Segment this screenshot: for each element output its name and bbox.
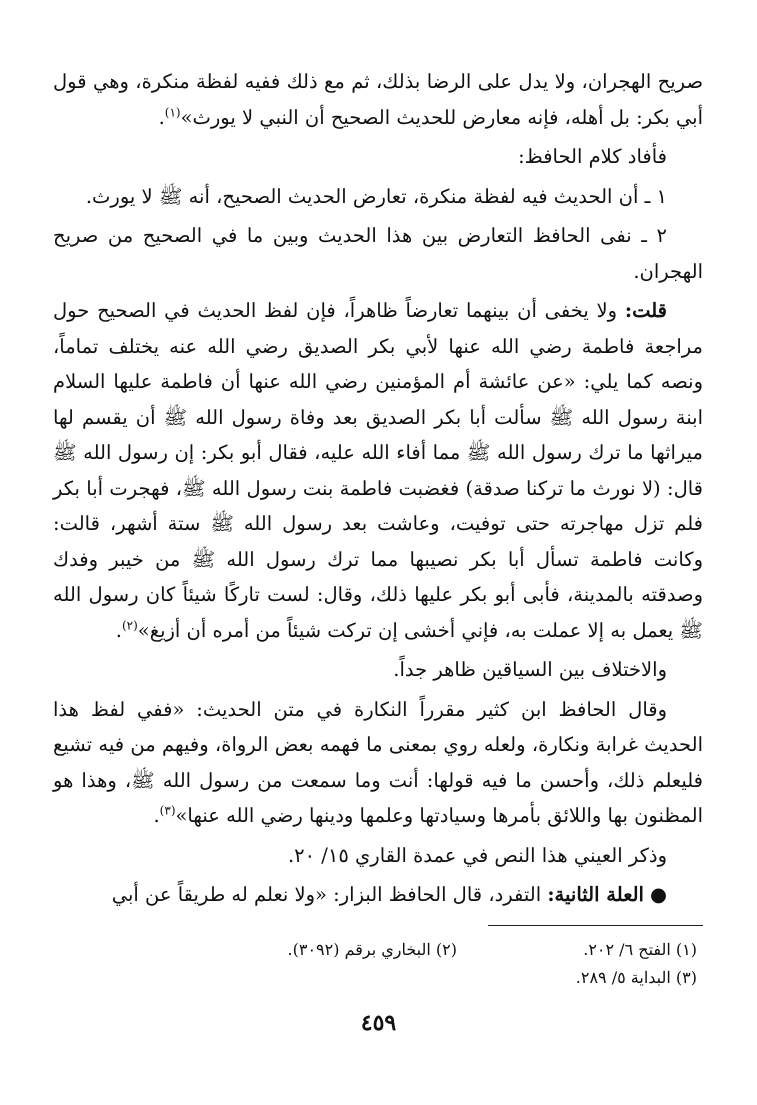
page-body	[53, 64, 703, 917]
page-number: ٤٥٩	[360, 1010, 397, 1036]
ibn-kathir-text: وقال الحافظ ابن كثير مقرراً النكارة في متن الحديث: «ففي لفظ هذا الحديث غرابة ونكارة، ولعله روي بمعنى ما فهمه بعض الرواة، وفيهم من فيه تشيع فليعلم ذلك، وأحسن ما فيه قولها: أنت وما سمعت من رسول الله ﷺ، وهذا هو المظنون بها واللائق بأمرها وسيادتها وعلمها ودينها رضي الله عنها»	[53, 697, 703, 827]
paragraph-2: فأفاد كلام الحافظ:	[518, 145, 667, 168]
footnote-1: (١) الفتح ٦/ ٢٠٢.	[583, 940, 697, 959]
paragraph-1-end: .	[158, 105, 165, 129]
footnote-ref-2[interactable]: (٢)	[121, 618, 138, 632]
ibn-kathir-end: .	[153, 804, 160, 827]
paragraph-aini: وذكر العيني هذا النص في عمدة القاري ١٥/ ٢٠.	[287, 843, 667, 867]
qultu-lead: قلت:	[624, 299, 667, 322]
paragraph-1-text: صريح الهجران، ولا يدل على الرضا بذلك، ثم مع ذلك ففيه لفظة منكرة، وهي قول أبي بكر: بل أهله، فإنه معارض للحديث الصحيح أن النبي لا يورث»	[53, 70, 703, 129]
footnote-2: (٢) البخاري برقم (٣٠٩٢).	[287, 940, 457, 959]
qultu-text: ولا يخفى أن بينهما تعارضاً ظاهراً، فإن لفظ الحديث في الصحيح حول مراجعة فاطمة رضي الله عنها لأبي بكر الصديق رضي الله عنه يختلف تماماً، ونصه كما يلي: «عن عائشة أم المؤمنين رضي الله عنها أن فاطمة عليها السلام ابنة رسول الله ﷺ سألت أبا بكر الصديق بعد وفاة رسول الله ﷺ أن يقسم لها ميراثها ما ترك رسول الله ﷺ مما أفاء الله عليه، فقال أبو بكر: إن رسول الله ﷺ قال: (لا نورث ما تركنا صدقة) فغضبت فاطمة بنت رسول الله ﷺ، فهجرت أبا بكر فلم تزل مهاجرته حتى توفيت، وعاشت بعد رسول الله ﷺ ستة أشهر، قالت: وكانت فاطمة تسأل أبا بكر نصيبها مما ترك رسول الله ﷺ من خيبر وفدك وصدقته بالمدينة، فأبى أبو بكر عليها ذلك، وقال: لست تاركًا شيئاً كان رسول الله ﷺ يعمل به إلا عملت به، فإني أخشى إن تركت شيئاً من أمره أن أزيغ»	[53, 299, 703, 642]
paragraph-difference: والاختلاف بين السياقين ظاهر جداً.	[393, 658, 667, 681]
numbered-point-2: ٢ ـ نفى الحافظ التعارض بين هذا الحديث وبين ما في الصحيح من صريح الهجران.	[53, 224, 703, 283]
bullet-icon: ●	[649, 883, 667, 906]
second-defect-lead: العلة الثانية:	[547, 883, 644, 906]
numbered-point-1: ١ ـ أن الحديث فيه لفظة منكرة، تعارض الحديث الصحيح، أنه ﷺ لا يورث.	[85, 184, 667, 208]
footnote-row-1	[77, 936, 697, 964]
footnote-divider	[488, 925, 703, 926]
footnote-3: (٣) البداية ٥/ ٢٨٩.	[575, 968, 697, 987]
qultu-end: .	[115, 618, 122, 642]
paragraph-qultu	[53, 293, 703, 648]
footnote-row-2	[77, 964, 697, 992]
footnotes	[77, 936, 697, 992]
footnote-ref-1[interactable]: (١)	[164, 105, 181, 119]
paragraph-1	[53, 64, 703, 135]
paragraph-ibn-kathir	[53, 692, 703, 834]
second-defect-text: التفرد، قال الحافظ البزار: «ولا نعلم له طريقاً عن أبي	[111, 883, 548, 906]
footnote-ref-3[interactable]: (٣)	[159, 803, 176, 818]
paragraph-second-defect	[53, 877, 703, 913]
